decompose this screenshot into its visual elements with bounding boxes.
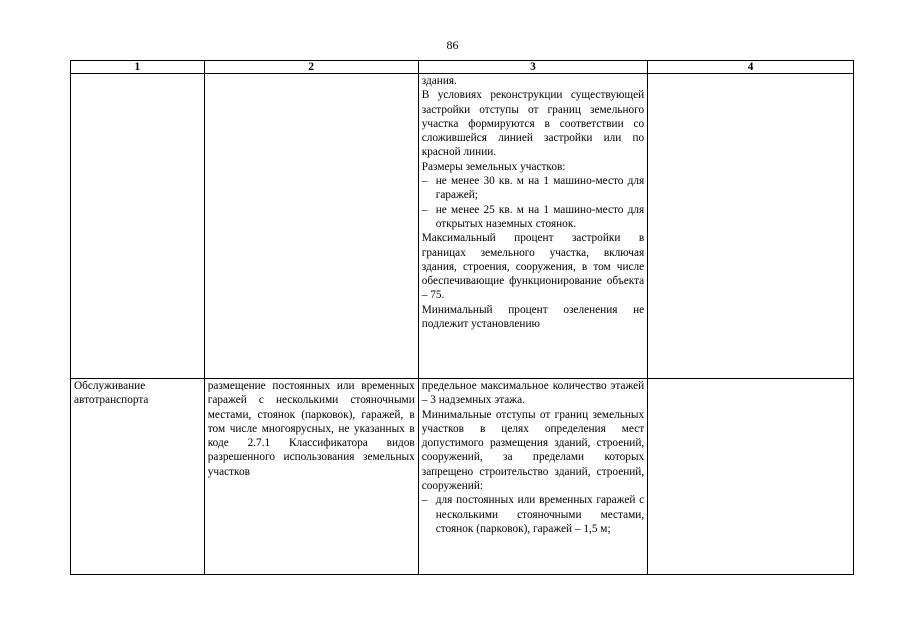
row1-col1 [71, 74, 205, 379]
row2-col4 [648, 379, 854, 575]
header-cell-2: 2 [204, 61, 418, 74]
row1-text-max-coverage: Максимальный процент застройки в границах земельного участка, включая здания, строения, сооружения, в том числе обеспечивающие функционирование объекта – 75. [421, 232, 645, 302]
row2-col3 [418, 379, 647, 575]
table-row [71, 379, 854, 575]
header-cell-3: 3 [418, 61, 647, 74]
list-item [422, 203, 644, 232]
header-cell-1: 1 [71, 61, 205, 74]
bullet-dash: – [421, 175, 428, 188]
row2-text-min-setbacks: Минимальные отступы от границ земельных участков в целях определения мест допустимого размещения зданий, строений, сооружений, за пределами которых запрещено строительство зданий, строений, сооружений: [421, 408, 645, 493]
row2-description-text: размещение постоянных или временных гаражей с несколькими стояночными местами, стоянок (парковок), гаражей, в том числе многоярусных, не указанных в коде 2.7.1 Классификатора видов разрешенного использования земельных участков [207, 380, 415, 478]
row1-text-min-greening: Минимальный процент озеленения не подлежит установлению [421, 303, 645, 331]
row2-col2-description [204, 379, 418, 575]
row2-bullet-garages-setback: для постоянных или временных гаражей с несколькими стояночными местами, стоянок (парковок), гаражей – 1,5 м; [435, 494, 645, 535]
row1-text-building: здания. [421, 75, 457, 87]
table-header-row [71, 61, 854, 74]
page-number: 86 [446, 38, 459, 52]
row2-text-max-floors: предельное максимальное количество этажей – 3 надземных этажа. [421, 380, 645, 407]
row1-bullet-garages: не менее 30 кв. м на 1 машино-место для гаражей; [435, 175, 645, 202]
row1-text-reconstruction: В условиях реконструкции существующей застройки отступы от границ земельного участка формируются в соответствии со сложившейся линией застройки или по красной линии. [421, 89, 645, 159]
header-cell-4: 4 [648, 61, 854, 74]
list-item [422, 493, 644, 536]
bullet-dash: – [421, 494, 428, 507]
row1-bullet-open-parking: не менее 25 кв. м на 1 машино-место для открытых наземных стоянок. [435, 203, 645, 230]
table-row [71, 74, 854, 379]
row1-col4 [648, 74, 854, 379]
row1-col2 [204, 74, 418, 379]
row2-col1-use-name: Обслуживание автотранспорта [71, 379, 205, 575]
list-item [422, 174, 644, 203]
document-table [70, 60, 854, 575]
row1-col3 [418, 74, 647, 379]
row1-text-plot-sizes: Размеры земельных участков: [421, 160, 566, 173]
bullet-dash: – [421, 203, 428, 216]
